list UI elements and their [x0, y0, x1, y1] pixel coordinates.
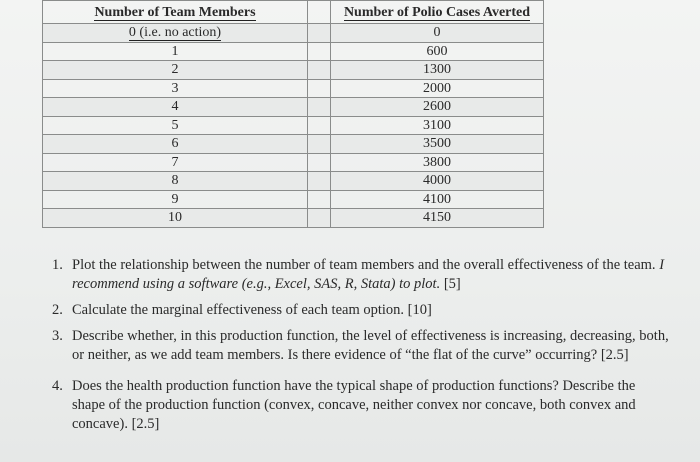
table-row [43, 42, 544, 61]
cell-spacer [308, 61, 331, 80]
cell-team-members: 2 [43, 61, 308, 80]
header-team-members: Number of Team Members [43, 1, 308, 24]
cell-cases-averted: 3500 [331, 135, 544, 154]
cell-team-members: 4 [43, 98, 308, 117]
cell-team-members: 8 [43, 172, 308, 191]
question-points: [2.5] [597, 347, 629, 363]
question-note: I recommend using a software (e.g., Excel, SAS, R, Stata) to plot. [72, 257, 665, 292]
cell-spacer [308, 24, 331, 43]
table-row [43, 24, 544, 43]
cell-cases-averted: 0 [331, 24, 544, 43]
question-points: [2.5] [127, 416, 160, 432]
table-body [43, 24, 544, 228]
cell-spacer [308, 116, 331, 135]
cell-team-members: 3 [43, 79, 308, 98]
question-number: 1. [52, 257, 63, 273]
question-item [52, 301, 670, 320]
table-row [43, 135, 544, 154]
table-row [43, 116, 544, 135]
cell-team-members: 10 [43, 209, 308, 228]
cell-spacer [308, 42, 331, 61]
cell-team-members: 6 [43, 135, 308, 154]
cell-spacer [308, 209, 331, 228]
question-number: 4. [52, 378, 63, 394]
cell-cases-averted: 4100 [331, 190, 544, 209]
cell-spacer [308, 135, 331, 154]
cell-team-members: 1 [43, 42, 308, 61]
table-row [43, 190, 544, 209]
question-points: [5] [440, 276, 461, 292]
table-row [43, 98, 544, 117]
cell-cases-averted: 4150 [331, 209, 544, 228]
question-number: 3. [52, 328, 63, 344]
cell-spacer [308, 153, 331, 172]
table-row [43, 61, 544, 80]
cell-team-members: 9 [43, 190, 308, 209]
cell-team-members: 0 (i.e. no action) [43, 24, 308, 43]
question-text: Describe whether, in this production function, the level of effectiveness is increasing, decreasing, both, or neither, as we add team members. Is there evidence of “the flat of the curve” occurring? [2.5] [72, 328, 669, 363]
question-text: Does the health production function have the typical shape of production functions? Describe the shape of the production function (convex, concave, neither convex nor concave, both convex and concave). [2.5] [72, 378, 636, 432]
question-item [52, 377, 670, 434]
question-points: [10] [404, 302, 432, 318]
cell-team-members: 7 [43, 153, 308, 172]
table-row [43, 153, 544, 172]
question-number: 2. [52, 302, 63, 318]
cell-spacer [308, 172, 331, 191]
table-header-row [43, 1, 544, 24]
cell-cases-averted: 2600 [331, 98, 544, 117]
cell-cases-averted: 3100 [331, 116, 544, 135]
table-row [43, 79, 544, 98]
cell-spacer [308, 98, 331, 117]
header-spacer [308, 1, 331, 24]
cell-team-members: 5 [43, 116, 308, 135]
table-row [43, 209, 544, 228]
cell-spacer [308, 79, 331, 98]
cell-cases-averted: 3800 [331, 153, 544, 172]
question-item [52, 256, 670, 294]
question-text: Calculate the marginal effectiveness of each team option. [10] [72, 302, 432, 318]
header-cases-averted: Number of Polio Cases Averted [331, 1, 544, 24]
cell-cases-averted: 1300 [331, 61, 544, 80]
question-text: Plot the relationship between the number of team members and the overall effectiveness of the team. I recommend using a software (e.g., Excel, SAS, R, Stata) to plot. [5] [72, 257, 665, 292]
polio-data-table [42, 0, 544, 228]
cell-spacer [308, 190, 331, 209]
cell-cases-averted: 600 [331, 42, 544, 61]
question-list [52, 256, 670, 441]
cell-cases-averted: 4000 [331, 172, 544, 191]
cell-cases-averted: 2000 [331, 79, 544, 98]
table-row [43, 172, 544, 191]
question-item [52, 327, 670, 365]
